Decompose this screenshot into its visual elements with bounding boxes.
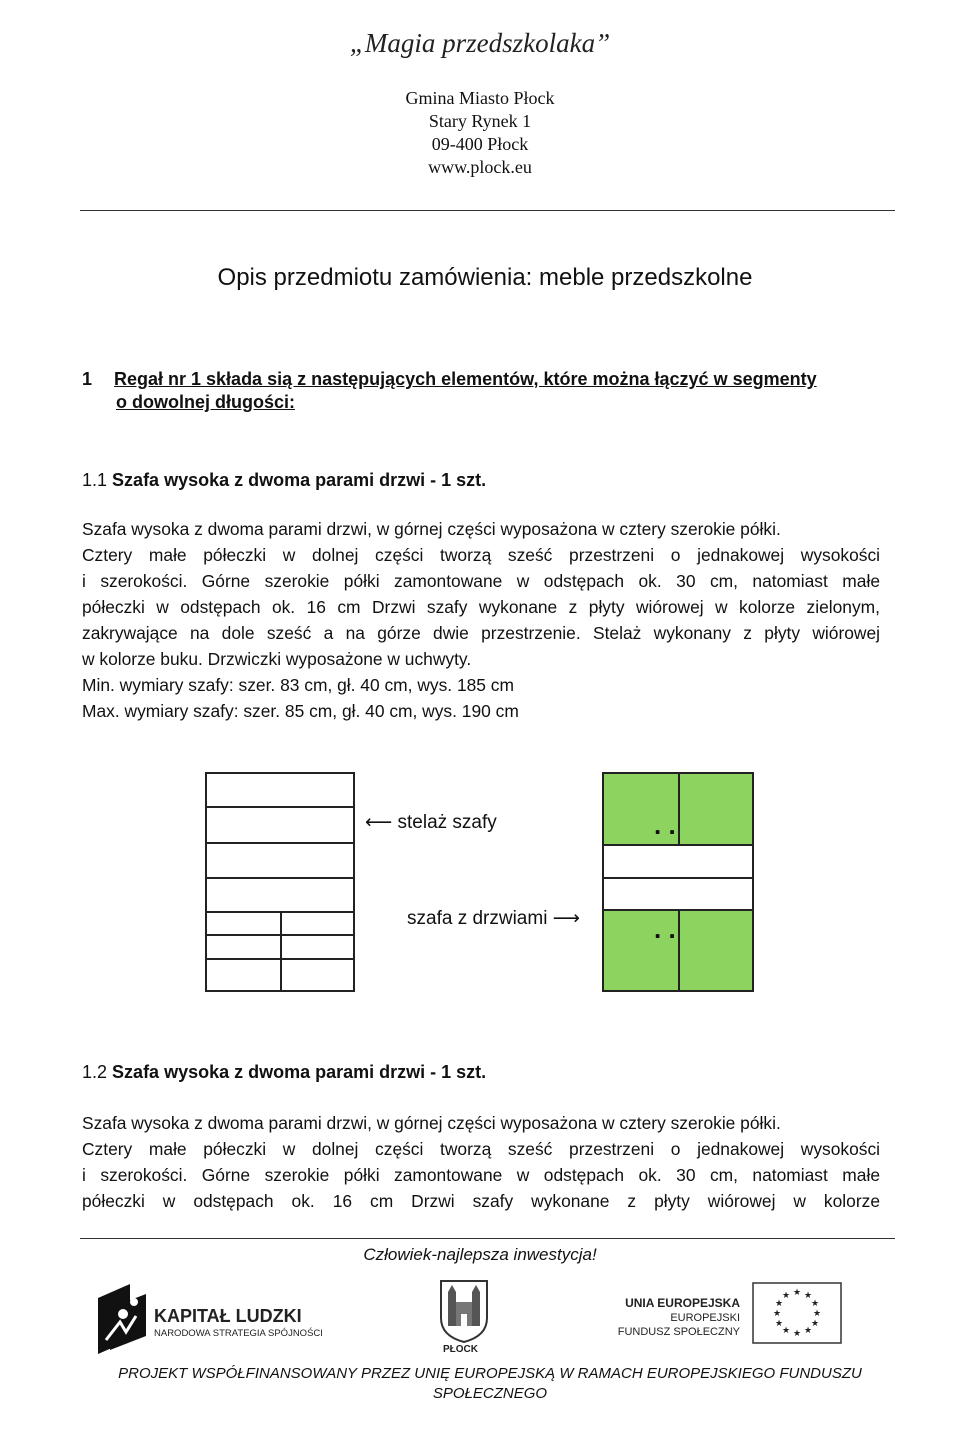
section-number: 1 — [82, 369, 93, 389]
footer-motto: Człowiek-najlepsza inwestycja! — [363, 1245, 597, 1264]
min-dimensions: Min. wymiary szafy: szer. 83 cm, gł. 40 cm, wys. 185 cm — [82, 675, 514, 695]
svg-text:★: ★ — [804, 1291, 813, 1301]
item-1-1-heading — [82, 470, 486, 491]
svg-text:★: ★ — [813, 1309, 822, 1319]
svg-text:★: ★ — [811, 1319, 820, 1329]
door-split — [678, 774, 680, 844]
paragraph-line: Szafa wysoka z dwoma parami drzwi, w górnej części wyposażona w cztery szerokie półki. — [82, 519, 781, 539]
item-1-2-description — [82, 1110, 880, 1214]
shelf-line — [207, 842, 353, 844]
address-line: 09-400 Płock — [431, 134, 529, 154]
eu-flag-icon — [752, 1282, 842, 1344]
address-line: Stary Rynek 1 — [428, 111, 532, 131]
header-divider — [80, 210, 895, 211]
address-line: Gmina Miasto Płock — [405, 88, 555, 108]
paragraph-line: Cztery małe półeczki w dolnej części tworzą sześć przestrzeni o jednakowej wysokości — [82, 545, 880, 565]
divider-line — [280, 911, 282, 990]
item-title: Szafa wysoka z dwoma parami drzwi - 1 szt. — [112, 1062, 487, 1082]
shelf-line — [207, 877, 353, 879]
kapital-ludzki-emblem-icon — [96, 1280, 148, 1356]
paragraph-line: i szerokości. Górne szerokie półki zamontowane w odstępach ok. 30 cm, natomiast małe — [82, 1165, 880, 1185]
svg-text:★: ★ — [775, 1299, 784, 1309]
address-website: www.plock.eu — [428, 157, 532, 177]
svg-text:★: ★ — [811, 1299, 820, 1309]
document-title: Opis przedmiotu zamówienia: meble przedszkolne — [217, 264, 753, 291]
section-title-line2: o dowolnej długości: — [116, 392, 295, 412]
door-split — [678, 911, 680, 990]
paragraph-line: półeczki w odstępach ok. 16 cm Drzwi szafy wykonane z płyty wiórowej w kolorze — [82, 1191, 880, 1211]
svg-text:★: ★ — [793, 1288, 802, 1298]
project-funding-note — [90, 1364, 890, 1404]
frame-label: ⟵ stelaż szafy — [365, 812, 497, 833]
handle-dots: . . — [654, 914, 676, 944]
item-1-2-heading — [82, 1062, 486, 1083]
paragraph-line: półeczki w odstępach ok. 16 cm Drzwi szafy wykonane z płyty wiórowej w kolorze zielonym, — [82, 597, 880, 617]
paragraph-line: i szerokości. Górne szerokie półki zamontowane w odstępach ok. 30 cm, natomiast małe — [82, 571, 880, 591]
item-number: 1.2 — [82, 1062, 108, 1082]
svg-text:★: ★ — [773, 1309, 782, 1319]
plock-crest — [438, 1278, 490, 1358]
eu-line1: UNIA EUROPEJSKA — [625, 1296, 740, 1310]
item-number: 1.1 — [82, 470, 108, 490]
kapital-ludzki-subtitle: NARODOWA STRATEGIA SPÓJNOŚCI — [154, 1328, 323, 1339]
plock-label: PŁOCK — [443, 1344, 478, 1355]
svg-text:★: ★ — [782, 1326, 791, 1336]
eu-line3: FUNDUSZ SPOŁECZNY — [617, 1326, 740, 1338]
project-line1: PROJEKT WSPÓŁFINANSOWANY PRZEZ UNIĘ EUROPEJSKĄ W RAMACH EUROPEJSKIEGO FUNDUSZU — [118, 1365, 862, 1382]
eu-logo — [612, 1290, 852, 1350]
svg-text:★: ★ — [782, 1291, 791, 1301]
item-title: Szafa wysoka z dwoma parami drzwi - 1 szt. — [112, 470, 487, 490]
cabinet-frame-drawing — [205, 772, 355, 992]
eu-line2: EUROPEJSKI — [670, 1312, 740, 1324]
svg-text:★: ★ — [793, 1329, 802, 1339]
kapital-ludzki-name: KAPITAŁ LUDZKI — [154, 1306, 302, 1326]
paragraph-line: Cztery małe półeczki w dolnej części tworzą sześć przestrzeni o jednakowej wysokości — [82, 1139, 880, 1159]
footer-divider — [80, 1238, 895, 1239]
handle-dots: . . — [654, 810, 676, 840]
svg-text:★: ★ — [804, 1326, 813, 1336]
max-dimensions: Max. wymiary szafy: szer. 85 cm, gł. 40 cm, wys. 190 cm — [82, 701, 519, 721]
paragraph-line: zakrywające na dole sześć a na górze dwie przestrzenie. Stelaż wykonany z płyty wiórowej — [82, 623, 880, 643]
kapital-ludzki-logo — [96, 1280, 336, 1356]
project-line2: SPOŁECZNEGO — [432, 1385, 548, 1402]
item-1-1-description — [82, 516, 880, 724]
doors-label: szafa z drzwiami ⟶ — [407, 908, 580, 929]
paragraph-line: w kolorze buku. Drzwiczki wyposażone w uchwyty. — [82, 649, 472, 669]
svg-text:★: ★ — [775, 1319, 784, 1329]
shelf-line — [207, 806, 353, 808]
section-title-line1: Regał nr 1 składa sią z następujących elementów, które można łączyć w segmenty — [114, 369, 817, 389]
plock-coat-of-arms-icon — [438, 1278, 490, 1344]
shelf-line — [604, 877, 752, 879]
shelf-line — [604, 844, 752, 846]
section-1-heading — [82, 366, 882, 392]
cabinet-doors-drawing — [602, 772, 754, 992]
paragraph-line: Szafa wysoka z dwoma parami drzwi, w górnej części wyposażona w cztery szerokie półki. — [82, 1113, 781, 1133]
header-title: „Magia przedszkolaka” — [349, 28, 611, 58]
